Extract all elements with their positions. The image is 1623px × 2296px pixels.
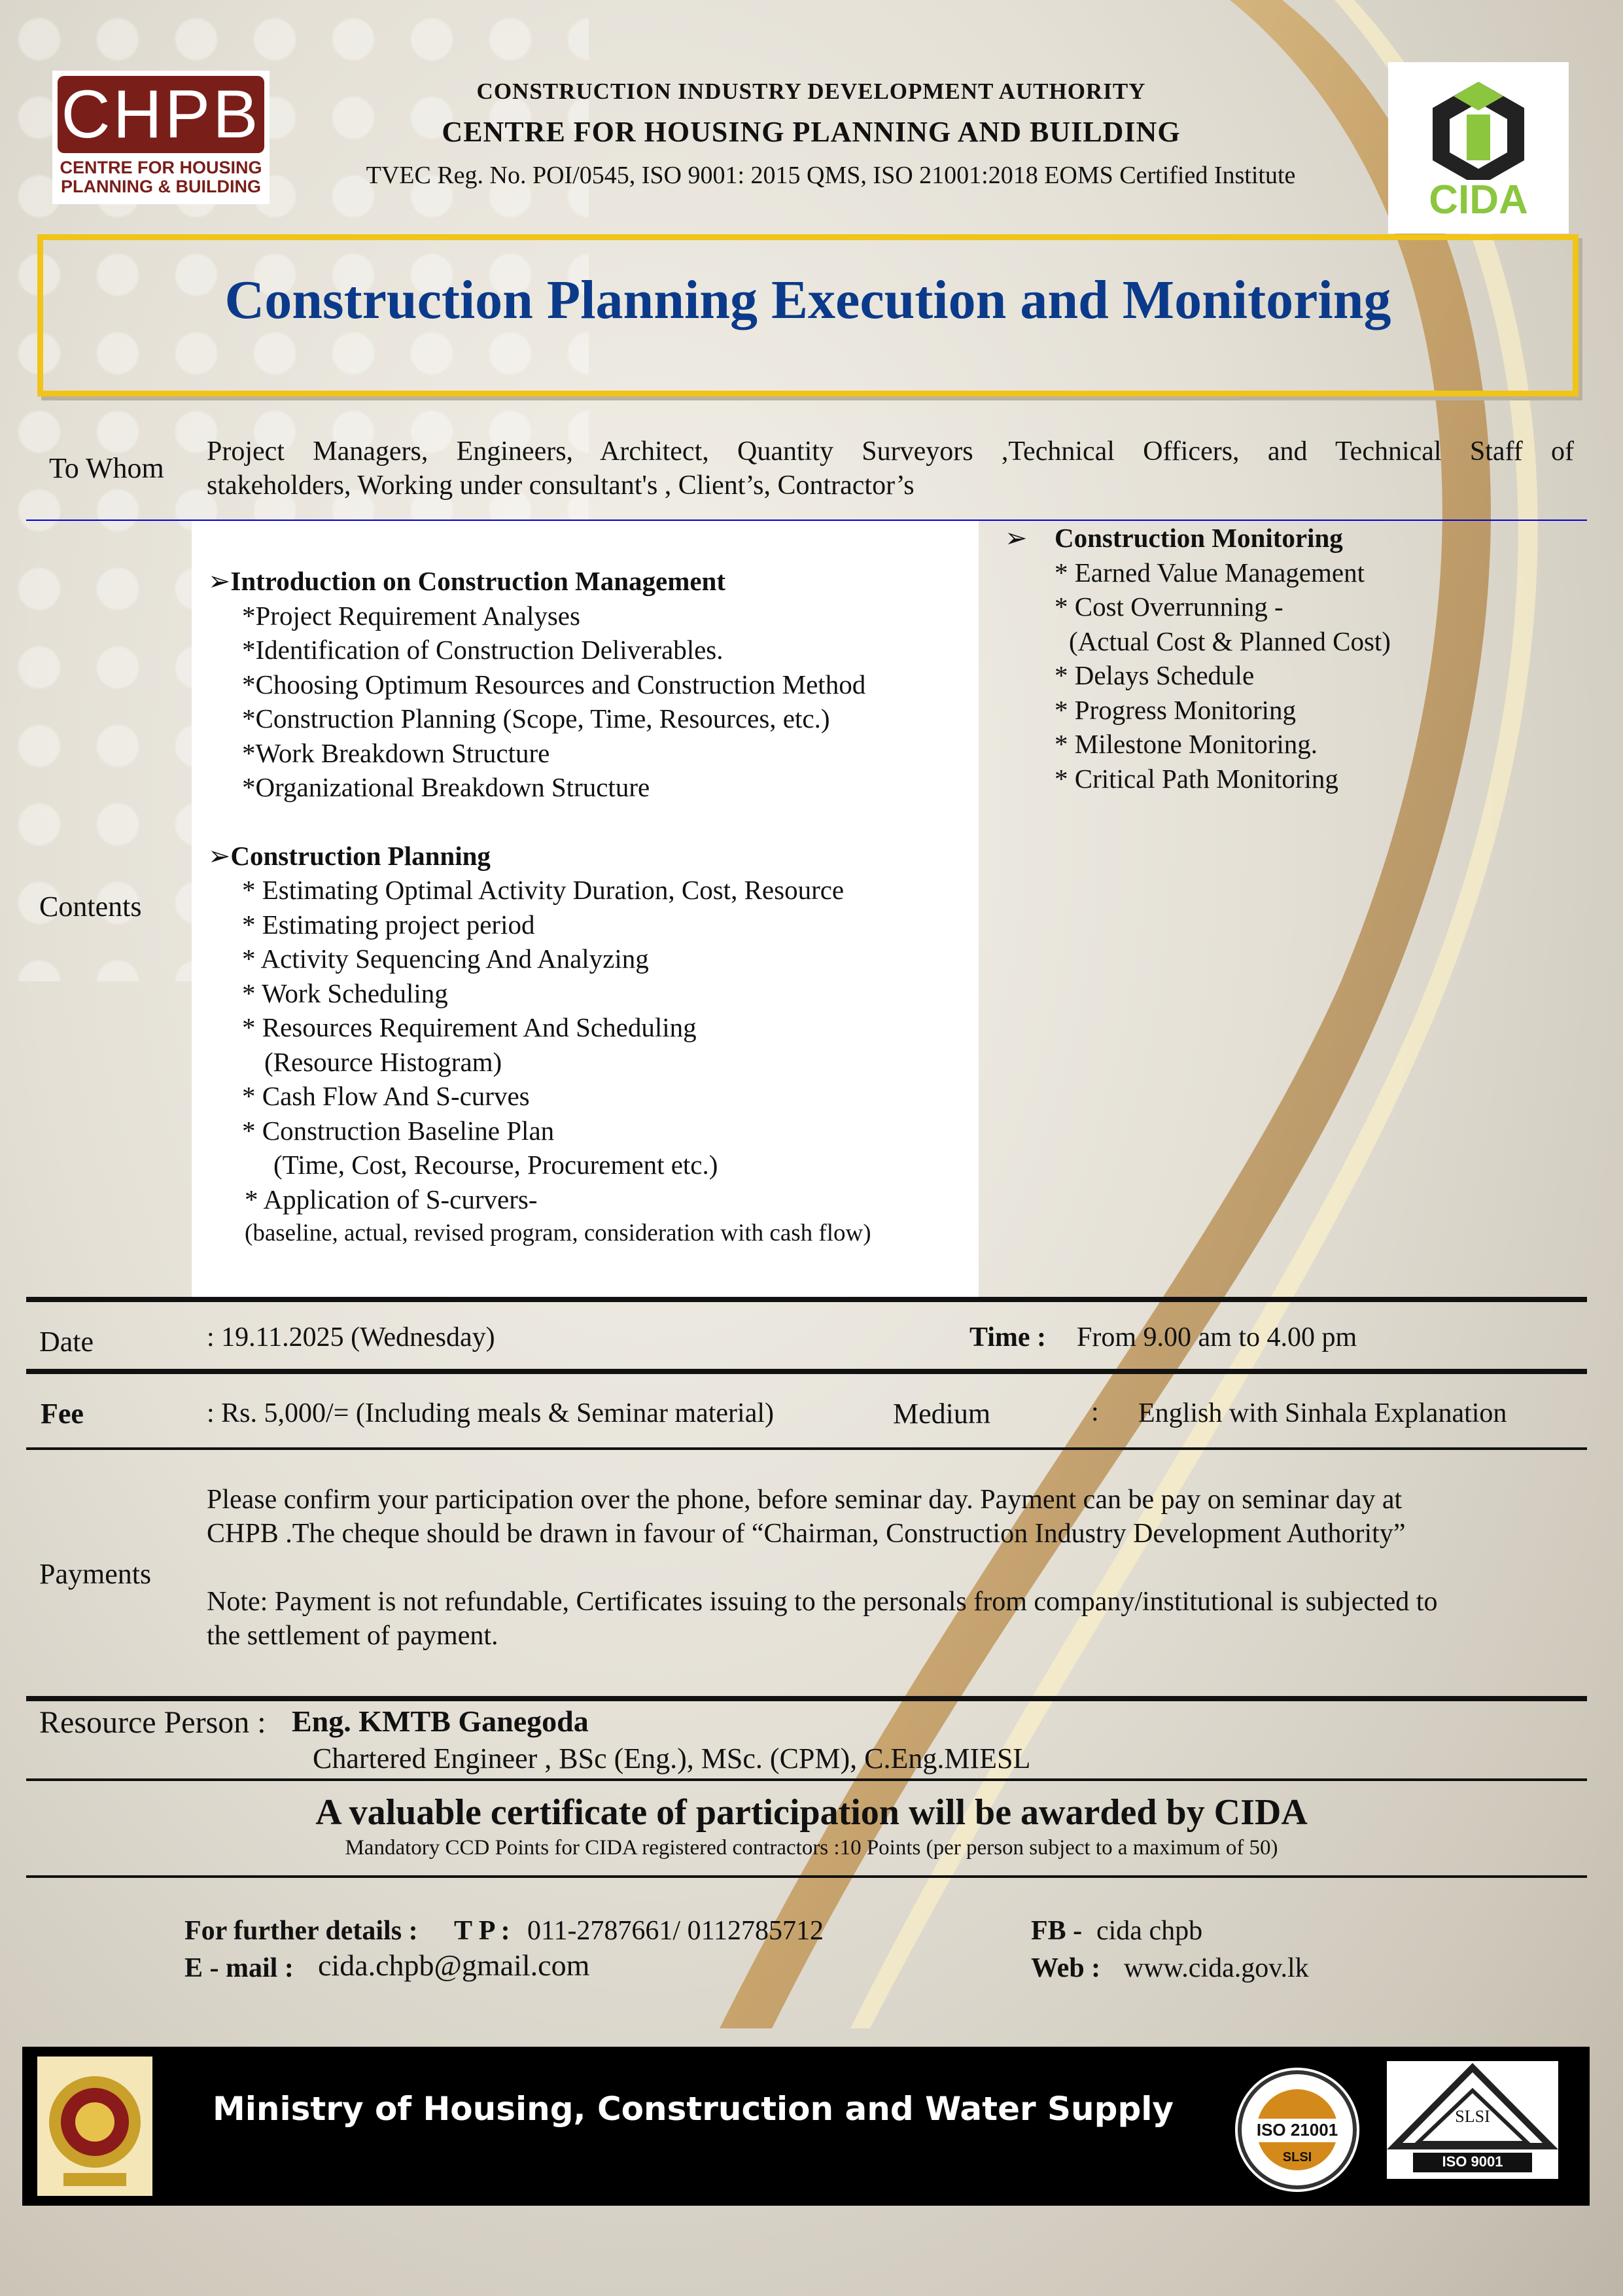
authority-name: CONSTRUCTION INDUSTRY DEVELOPMENT AUTHORITY (476, 79, 1146, 104)
planning-item: (Time, Cost, Recourse, Procurement etc.) (273, 1150, 718, 1180)
page-title: Construction Planning Execution and Monitoring (224, 270, 1391, 330)
planning-item: * Construction Baseline Plan (242, 1115, 555, 1146)
intro-item: *Choosing Optimum Resources and Construction Method (242, 669, 866, 699)
monitoring-heading (1005, 521, 1580, 556)
web-value[interactable]: www.cida.gov.lk (1124, 1953, 1309, 1983)
chpb-logo (52, 71, 270, 204)
arrow-bullet-icon: ➢ (1005, 523, 1028, 553)
ministry-name: Ministry of Housing, Construction and Water Supply (213, 2090, 1174, 2128)
cida-logo-mark-icon (1388, 62, 1569, 180)
divider-date-top (26, 1297, 1587, 1302)
slsi-text-small: SLSI (1282, 2150, 1312, 2164)
resource-qualifications: Chartered Engineer , BSc (Eng.), MSc. (CPM), C.Eng.MIESL (313, 1742, 1031, 1775)
centre-name: CENTRE FOR HOUSING PLANNING AND BUILDING (442, 116, 1181, 148)
time-value: From 9.00 am to 4.00 pm (1077, 1322, 1357, 1352)
slsi-text: SLSI (1455, 2107, 1490, 2126)
arrow-bullet-icon: ➢ (208, 566, 231, 596)
intro-item: *Project Requirement Analyses (242, 600, 580, 631)
tp-value[interactable]: 011-2787661/ 0112785712 (527, 1916, 824, 1946)
date-value: : 19.11.2025 (Wednesday) (207, 1322, 495, 1352)
intro-item: *Identification of Construction Deliverables. (242, 635, 724, 665)
web-label: Web : (1031, 1953, 1101, 1983)
contents-label: Contents (39, 891, 142, 923)
email-label: E - mail : (184, 1953, 294, 1983)
fee-value: : Rs. 5,000/= (Including meals & Seminar material) (207, 1398, 775, 1428)
planning-item: (baseline, actual, revised program, consideration with cash flow) (245, 1220, 871, 1246)
chpb-logo-sub1: CENTRE FOR HOUSING (60, 158, 262, 177)
fee-label: Fee (41, 1398, 84, 1430)
divider-fee-top (26, 1369, 1587, 1374)
registration-line: TVEC Reg. No. POI/0545, ISO 9001: 2015 QMS, ISO 21001:2018 EOMS Certified Institute (366, 162, 1296, 189)
monitoring-item: * Milestone Monitoring. (1055, 729, 1318, 759)
payments-label: Payments (39, 1558, 152, 1590)
further-details-label: For further details : (184, 1916, 418, 1946)
divider-certificate-top (26, 1778, 1587, 1781)
intro-heading (208, 564, 973, 599)
planning-item: * Work Scheduling (242, 978, 448, 1008)
time-label: Time : (969, 1322, 1047, 1352)
contents-left-column (208, 564, 973, 1251)
intro-item: *Work Breakdown Structure (242, 737, 550, 768)
medium-colon: : (1091, 1397, 1099, 1427)
planning-item: * Estimating project period (242, 909, 535, 940)
iso-9001-badge-icon (1387, 2061, 1558, 2179)
to-whom-label: To Whom (49, 452, 164, 484)
payments-note-line2: the settlement of payment. (207, 1621, 498, 1651)
fb-value[interactable]: cida chpb (1096, 1916, 1203, 1946)
chpb-logo-sub2: PLANNING & BUILDING (61, 177, 261, 196)
planning-item: * Activity Sequencing And Analyzing (242, 944, 649, 974)
payments-line1: Please confirm your participation over the phone, before seminar day. Payment can be pay on seminar day at (207, 1485, 1403, 1515)
cida-logo-text: CIDA (1429, 177, 1528, 222)
monitoring-heading-text: Construction Monitoring (1055, 523, 1343, 553)
monitoring-item: * Critical Path Monitoring (1055, 763, 1338, 794)
monitoring-item: * Delays Schedule (1055, 660, 1255, 690)
certificate-title: A valuable certificate of participation will be awarded by CIDA (315, 1792, 1308, 1833)
chpb-logo-text: CHPB (58, 76, 264, 153)
intro-heading-text: Introduction on Construction Management (230, 566, 725, 596)
planning-item: (Resource Histogram) (264, 1046, 502, 1077)
resource-name: Eng. KMTB Ganegoda (292, 1704, 589, 1738)
planning-item: * Application of S-curvers- (245, 1184, 538, 1214)
intro-item: *Organizational Breakdown Structure (242, 772, 650, 802)
fb-label: FB - (1031, 1916, 1083, 1946)
divider-contact-top (26, 1875, 1587, 1878)
monitoring-item: (Actual Cost & Planned Cost) (1069, 626, 1391, 656)
payments-note-line1: Note: Payment is not refundable, Certificates issuing to the personals from company/institutional is subjected to (207, 1587, 1438, 1617)
contents-right-column (1005, 521, 1580, 796)
resource-label: Resource Person : (39, 1705, 266, 1740)
divider-resource-top (26, 1696, 1587, 1701)
to-whom-line2: stakeholders, Working under consultant's , Client’s, Contractor’s (207, 470, 915, 501)
sri-lanka-emblem-icon (37, 2057, 152, 2196)
to-whom-line1: Project Managers, Engineers, Architect, Quantity Surveyors ,Technical Officers, and Technical Staff of (207, 436, 1574, 467)
monitoring-item: * Progress Monitoring (1055, 694, 1296, 725)
iso-21001-badge-icon (1235, 2068, 1359, 2192)
planning-heading-text: Construction Planning (230, 840, 491, 871)
planning-item: * Cash Flow And S-curves (242, 1081, 530, 1111)
medium-value: English with Sinhala Explanation (1138, 1398, 1507, 1428)
email-value[interactable]: cida.chpb@gmail.com (318, 1949, 590, 1982)
cida-logo (1388, 62, 1569, 234)
payments-line2: CHPB .The cheque should be drawn in favour of “Chairman, Construction Industry Development Authority” (207, 1519, 1406, 1549)
arrow-bullet-icon: ➢ (208, 840, 231, 871)
planning-item: * Estimating Optimal Activity Duration, Cost, Resource (242, 875, 845, 905)
planning-item: * Resources Requirement And Scheduling (242, 1012, 697, 1042)
tp-label: T P : (454, 1916, 510, 1946)
medium-label: Medium (893, 1398, 991, 1430)
monitoring-item: * Earned Value Management (1055, 557, 1365, 588)
planning-heading (208, 839, 973, 874)
divider-payments-top (26, 1447, 1587, 1450)
iso21001-text: ISO 21001 (1256, 2120, 1338, 2140)
monitoring-item: * Cost Overrunning - (1055, 592, 1283, 622)
certificate-subtitle: Mandatory CCD Points for CIDA registered contractors :10 Points (per person subject to a maximum of 50) (345, 1836, 1278, 1860)
iso9001-text: ISO 9001 (1442, 2153, 1503, 2170)
chpb-logo-subtitle (58, 158, 264, 196)
intro-item: *Construction Planning (Scope, Time, Resources, etc.) (242, 703, 830, 733)
date-label: Date (39, 1326, 94, 1358)
